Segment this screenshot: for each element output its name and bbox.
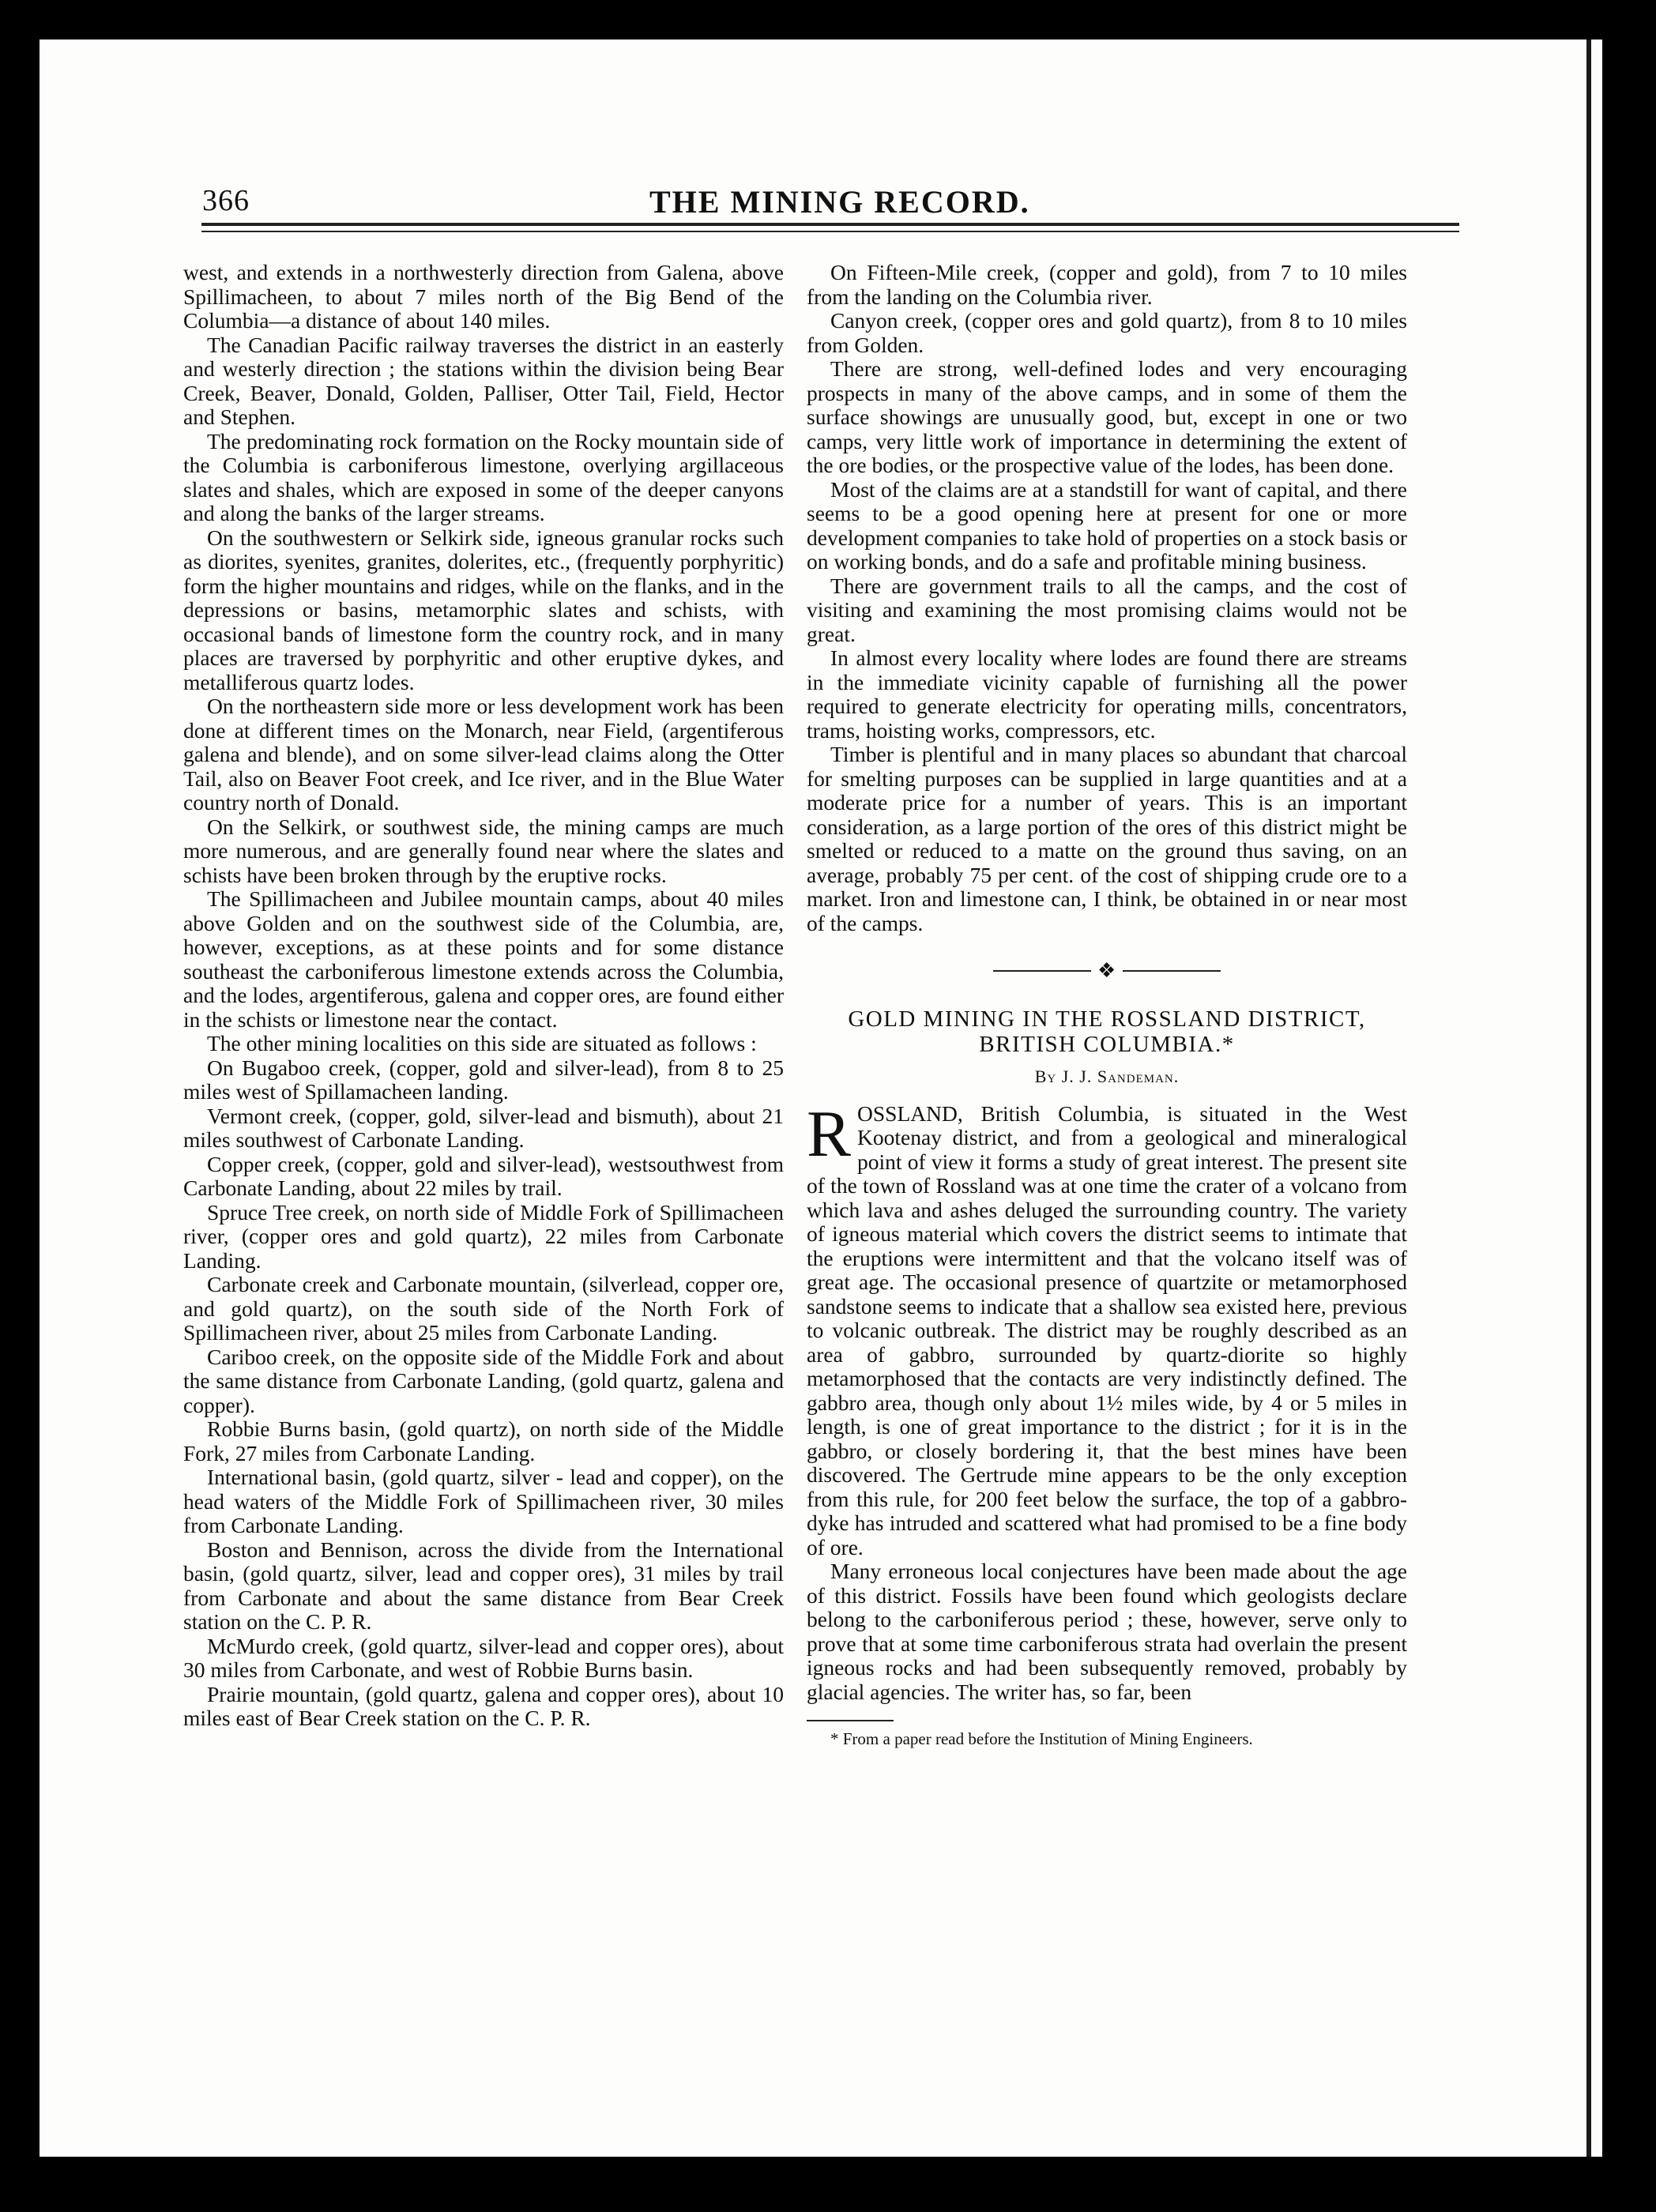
footnote-rule <box>807 1720 894 1721</box>
paragraph: On the Selkirk, or southwest side, the mining camps are much more numerous, and are generally found near where the slates and schists have been broken through by the eruptive rocks. <box>183 814 784 887</box>
list-item: Cariboo creek, on the opposite side of the Middle Fork and about the same distance from Carbonate Landing, (gold quartz, galena and copper). <box>183 1344 784 1417</box>
paragraph: Most of the claims are at a standstill for want of capital, and there seems to be a good opening here at present for one or more development companies to take hold of properties on a stock basis or on working bonds, and do a safe and profitable mining business. <box>807 476 1407 574</box>
paragraph: The Canadian Pacific railway traverses the district in an easterly and westerly direction ; the stations within the division being Bear Creek, Beaver, Donald, Golden, Palliser, Otter Tail, Field, Hector and Stephen. <box>183 332 784 429</box>
article-title-line: GOLD MINING IN THE ROSSLAND DISTRICT, <box>848 1006 1366 1032</box>
article-title <box>807 1006 1407 1057</box>
page-number: 366 <box>202 184 250 217</box>
list-item: McMurdo creek, (gold quartz, silver-lead and copper ores), about 30 miles from Carbonate, and west of Robbie Burns basin. <box>183 1633 784 1682</box>
list-item: Copper creek, (copper, gold and silver-lead), westsouthwest from Carbonate Landing, about 22 miles by trail. <box>183 1151 784 1200</box>
paragraph: On the northeastern side more or less development work has been done at different times on the Monarch, near Field, (argentiferous galena and blende), and on some silver-lead claims along the Otter Tail, also on Beaver Foot creek, and Ice river, and in the Blue Water country north of Donald. <box>183 694 784 814</box>
list-item: Vermont creek, (copper, gold, silver-lead and bismuth), about 21 miles southwest of Carbonate Landing. <box>183 1103 784 1152</box>
list-item: Carbonate creek and Carbonate mountain, (silverlead, copper ore, and gold quartz), on the south side of the North Fork of Spillimacheen river, about 25 miles from Carbonate Landing. <box>183 1272 784 1345</box>
document-page <box>40 40 1602 2157</box>
paragraph: The predominating rock formation on the Rocky mountain side of the Columbia is carboniferous limestone, overlying argillaceous slates and shales, which are exposed in some of the deeper canyons and along the banks of the larger streams. <box>183 428 784 525</box>
divider-line <box>1123 970 1221 972</box>
left-column <box>183 261 784 1731</box>
list-item: On Bugaboo creek, (copper, gold and silver-lead), from 8 to 25 miles west of Spillamacheen landing. <box>183 1055 784 1104</box>
paragraph: There are government trails to all the camps, and the cost of visiting and examining the most promising claims would not be great. <box>807 573 1407 646</box>
right-column <box>807 261 1407 1748</box>
header-rule-thick <box>201 223 1459 226</box>
list-item: Spruce Tree creek, on north side of Middle Fork of Spillimacheen river, (copper ores and gold quartz), 22 miles from Carbonate Landing. <box>183 1199 784 1273</box>
list-item: Prairie mountain, (gold quartz, galena and copper ores), about 10 miles east of Bear Creek station on the C. P. R. <box>183 1681 784 1730</box>
journal-title: THE MINING RECORD. <box>649 184 1030 220</box>
paragraph: On the southwestern or Selkirk side, igneous granular rocks such as diorites, syenites, granites, dolerites, etc., (frequently porphyritic) form the higher mountains and ridges, while on the flanks, and in the depressions or basins, metamorphic slates and schists, with occasional bands of limestone form the country rock, and in many places are traversed by porphyritic and other eruptive dykes, and metalliferous quartz lodes. <box>183 525 784 694</box>
list-item: International basin, (gold quartz, silver - lead and copper), on the head waters of the Middle Fork of Spillimacheen river, 30 miles from Carbonate Landing. <box>183 1465 784 1537</box>
article-byline: By J. J. Sandeman. <box>1034 1066 1180 1086</box>
article-first-paragraph-text: OSSLAND, British Columbia, is situated in the West Kootenay district, and from a geological and mineralogical point of view it forms a study of great interest. The present site of the town of Rossland was at one time the crater of a volcano from which lava and ashes deluged the surrounding country. The variety of igneous material which covers the district seems to intimate that the eruptions were intermittent and that the volcano itself was of great age. The occasional presence of quartzite or metamorphosed sandstone seems to indicate that a shallow sea existed here, previous to volcanic outbreak. The district may be roughly described as an area of gabbro, surrounded by quartz-diorite so highly metamorphosed that the contacts are very indistinctly defined. The gabbro area, though only about 1½ miles wide, by 4 or 5 miles in length, is one of great importance to the district ; for it is in the gabbro, or closely bordering it, that the best mines have been discovered. The Gertrude mine appears to be the only exception from this rule, for 200 feet below the surface, the top of a gabbro-dyke has intruded and scattered what had promised to be a fine body of ore. <box>807 1100 1407 1559</box>
divider-line <box>993 970 1091 972</box>
list-item: Boston and Bennison, across the divide from the International basin, (gold quartz, silver, lead and copper ores), 31 miles by trail from Carbonate and about the same distance from Bear Creek station on the C. P. R. <box>183 1537 784 1634</box>
article-first-paragraph <box>807 1097 1407 1560</box>
paragraph: The other mining localities on this side are situated as follows : <box>207 1031 757 1055</box>
header-rule-thin <box>201 231 1459 232</box>
footnote: * From a paper read before the Institution of Mining Engineers. <box>830 1729 1253 1748</box>
list-item: Robbie Burns basin, (gold quartz), on north side of the Middle Fork, 27 miles from Carbonate Landing. <box>183 1416 784 1465</box>
paragraph: In almost every locality where lodes are found there are streams in the immediate vicinity capable of furnishing all the power required to generate electricity for operating mills, concentrators, trams, hoisting works, compressors, etc. <box>807 645 1407 743</box>
paragraph: The Spillimacheen and Jubilee mountain camps, about 40 miles above Golden and on the southwest side of the Columbia, are, however, exceptions, as at these points and for some distance southeast the carboniferous limestone extends across the Columbia, and the lodes, argentiferous, galena and copper ores, are found either in the schists or limestone near the contact. <box>183 886 784 1032</box>
divider-ornament-icon: ❖ <box>1097 959 1116 982</box>
paragraph: Timber is plentiful and in many places so abundant that charcoal for smelting purposes can be supplied in large quantities and at a moderate price for a number of years. This is an important consideration, as a large portion of the ores of this district might be smelted or reduced to a matte on the ground thus saving, on an average, probably 75 per cent. of the cost of shipping crude ore to a market. Iron and limestone can, I think, be obtained in or near most of the camps. <box>807 742 1407 935</box>
section-divider <box>807 959 1407 983</box>
paragraph: There are strong, well-defined lodes and very encouraging prospects in many of the above camps, and in some of them the surface showings are unusually good, but, except in one or two camps, very little work of importance in determining the extent of the ore bodies, or the prospective value of the lodes, has been done. <box>807 356 1407 477</box>
list-item: Canyon creek, (copper ores and gold quartz), from 8 to 10 miles from Golden. <box>807 308 1407 357</box>
article-title-line: BRITISH COLUMBIA.* <box>979 1032 1235 1057</box>
list-item: On Fifteen-Mile creek, (copper and gold), from 7 to 10 miles from the landing on the Columbia river. <box>807 260 1407 309</box>
paragraph: Many erroneous local conjectures have been made about the age of this district. Fossils have been found which geologists declare belong to the carboniferous period ; these, however, serve only to prove that at some time carboniferous strata had overlain the present igneous rocks and had been subsequently removed, probably by glacial agencies. The writer has, so far, been <box>807 1559 1407 1704</box>
drop-cap: R <box>807 1097 852 1171</box>
paragraph: west, and extends in a northwesterly direction from Galena, above Spillimacheen, to about 7 miles north of the Big Bend of the Columbia—a distance of about 140 miles. <box>183 260 784 333</box>
